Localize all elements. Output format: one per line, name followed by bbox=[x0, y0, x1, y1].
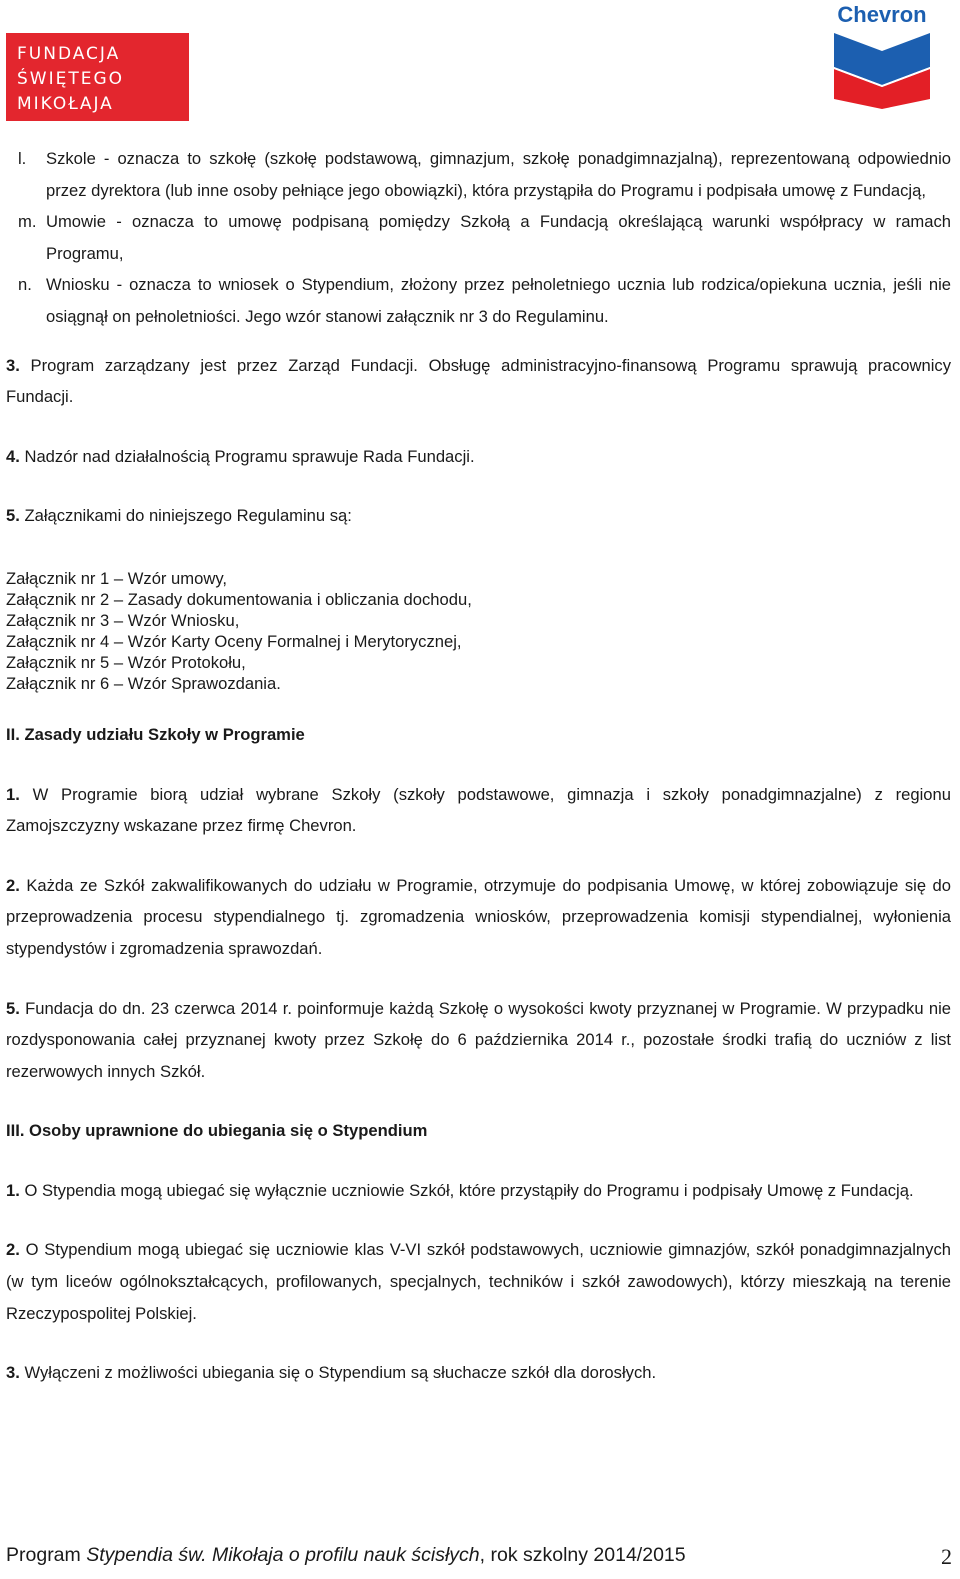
chevron-emblem-icon bbox=[834, 29, 930, 109]
attachment-item: Załącznik nr 1 – Wzór umowy, bbox=[6, 568, 228, 588]
section-3-paragraph-2 bbox=[6, 1234, 951, 1329]
attachment-item: Załącznik nr 5 – Wzór Protokołu, bbox=[6, 652, 246, 672]
section-3-paragraph-1 bbox=[6, 1175, 951, 1207]
paragraph-text: Program zarządzany jest przez Zarząd Fundacji. Obsługę administracyjno-finansową Programu sprawują pracownicy Fundacji. bbox=[6, 355, 951, 407]
section-2-heading: II. Zasady udziału Szkoły w Programie bbox=[6, 724, 305, 744]
section-2-paragraph-2 bbox=[6, 870, 951, 965]
attachment-item: Załącznik nr 6 – Wzór Sprawozdania. bbox=[6, 673, 281, 693]
paragraph-number: 2. bbox=[6, 1240, 20, 1260]
paragraph-number: 1. bbox=[6, 784, 20, 804]
fundacja-logo bbox=[6, 33, 189, 121]
paragraph-number: 2. bbox=[6, 875, 20, 895]
paragraph-3 bbox=[6, 350, 951, 413]
attachment-item: Załącznik nr 2 – Zasady dokumentowania i obliczania dochodu, bbox=[6, 589, 472, 609]
paragraph-text: Fundacja do dn. 23 czerwca 2014 r. poinformuje każdą Szkołę o wysokości kwoty przyznanej w Programie. W przypadku nie rozdysponowania całej przyznanej kwoty przez Szkołę do 6 października 2014 r., pozostałe środki trafią do uczniów z list rezerwowych innych Szkół. bbox=[6, 998, 951, 1081]
definition-item bbox=[6, 143, 951, 206]
section-3-paragraph-3 bbox=[6, 1357, 951, 1389]
footer-suffix: , rok szkolny 2014/2015 bbox=[479, 1544, 686, 1566]
footer-prefix: Program bbox=[6, 1544, 87, 1566]
logo-line-3: MIKOŁAJA bbox=[17, 94, 114, 114]
paragraph-number: 4. bbox=[6, 446, 20, 466]
footer-program-name: Stypendia św. Mikołaja o profilu nauk ścisłych bbox=[86, 1544, 480, 1566]
attachment-list bbox=[6, 568, 951, 694]
chevron-wordmark: Chevron bbox=[837, 2, 927, 27]
list-marker: m. bbox=[18, 212, 37, 232]
paragraph-4 bbox=[6, 441, 951, 473]
definition-text: Wniosku - oznacza to wniosek o Stypendium, złożony przez pełnoletniego ucznia lub rodzica/opiekuna ucznia, jeśli nie osiągnął on pełnoletniości. Jego wzór stanowi załącznik nr 3 do Regulaminu. bbox=[46, 275, 951, 326]
page-footer bbox=[6, 1540, 952, 1570]
attachment-item: Załącznik nr 4 – Wzór Karty Oceny Formalnej i Merytorycznej, bbox=[6, 631, 462, 651]
definition-text: Szkole - oznacza to szkołę (szkołę podstawową, gimnazjum, szkołę ponadgimnazjalną), reprezentowaną odpowiednio przez dyrektora (lub inne osoby pełniące jego obowiązki), która przystąpiła do Programu i podpisała umowę z Fundacją, bbox=[46, 149, 951, 200]
section-2-paragraph-5 bbox=[6, 993, 951, 1088]
attachment-item: Załącznik nr 3 – Wzór Wniosku, bbox=[6, 610, 240, 630]
paragraph-text: Załącznikami do niniejszego Regulaminu są: bbox=[19, 506, 352, 526]
definition-item bbox=[6, 206, 951, 269]
list-marker: n. bbox=[18, 275, 32, 295]
paragraph-text: W Programie biorą udział wybrane Szkoły (szkoły podstawowe, gimnazja i szkoły ponadgimnazjalne) z regionu Zamojszczyzny wskazane przez firmę Chevron. bbox=[6, 784, 951, 836]
section-2-paragraph-1 bbox=[6, 779, 951, 842]
paragraph-number: 3. bbox=[6, 1363, 20, 1383]
logo-line-1: FUNDACJA bbox=[17, 44, 121, 64]
section-3-heading: III. Osoby uprawnione do ubiegania się o Stypendium bbox=[6, 1121, 428, 1141]
paragraph-number: 1. bbox=[6, 1180, 20, 1200]
list-marker: l. bbox=[18, 149, 27, 168]
paragraph-text: O Stypendium mogą ubiegać się uczniowie klas V-VI szkół podstawowych, uczniowie gimnazjów, szkół ponadgimnazjalnych (w tym liceów ogólnokształcących, profilowanych, specjalnych, techników i szkół zawodowych), którzy mieszkają na terenie Rzeczypospolitej Polskiej. bbox=[6, 1240, 951, 1323]
paragraph-text: O Stypendia mogą ubiegać się wyłącznie uczniowie Szkół, które przystąpiły do Programu i podpisały Umowę z Fundacją. bbox=[19, 1180, 914, 1200]
document-body bbox=[6, 143, 951, 1389]
definition-text: Umowie - oznacza to umowę podpisaną pomiędzy Szkołą a Fundacją określającą warunki współpracy w ramach Programu, bbox=[46, 212, 951, 263]
paragraph-number: 3. bbox=[6, 355, 20, 375]
chevron-logo bbox=[832, 3, 932, 113]
logo-line-2: ŚWIĘTEGO bbox=[17, 69, 125, 89]
paragraph-number: 5. bbox=[6, 506, 20, 526]
paragraph-5 bbox=[6, 500, 951, 532]
paragraph-number: 5. bbox=[6, 998, 20, 1018]
definition-item bbox=[6, 269, 951, 332]
page-number: 2 bbox=[941, 1544, 952, 1569]
paragraph-text: Każda ze Szkół zakwalifikowanych do udziału w Programie, otrzymuje do podpisania Umowę, w której zobowiązuje się do przeprowadzenia procesu stypendialnego tj. zgromadzenia wniosków, przeprowadzenia komisji stypendialnej, wyłonienia stypendystów i zgromadzenia sprawozdań. bbox=[6, 875, 951, 958]
paragraph-text: Wyłączeni z możliwości ubiegania się o Stypendium są słuchacze szkół dla dorosłych. bbox=[19, 1363, 657, 1383]
paragraph-text: Nadzór nad działalnością Programu sprawuje Rada Fundacji. bbox=[19, 446, 475, 466]
